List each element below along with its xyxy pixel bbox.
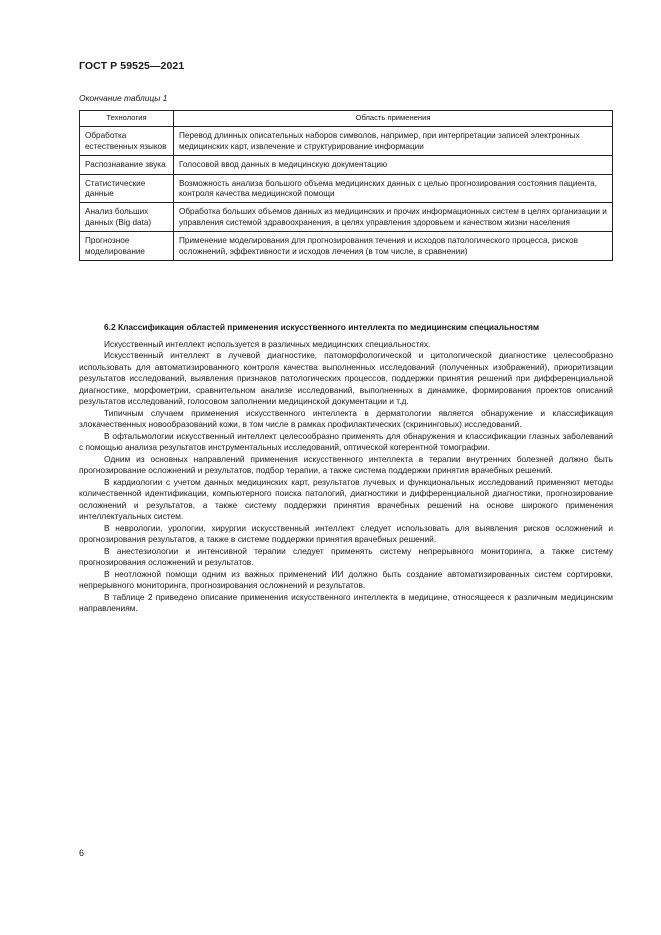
paragraph: В таблице 2 приведено описание применения искусственного интеллекта в медицине, относящееся к различным медицинским направлениям. [79,591,613,613]
technology-cell: Обработка естественных языков [80,127,174,156]
section-6-2 [79,322,613,615]
application-area-cell: Перевод длинных описательных наборов символов, например, при интерпретации записей электронных медицинских карт, извлечение и структурирование информации [174,127,613,156]
technology-cell: Статистические данные [80,174,174,203]
paragraph: В анестезиологии и интенсивной терапии следует применять систему непрерывного мониторинга, а также систему прогнозирования осложнений и результатов. [79,545,613,567]
table-row [80,232,613,261]
paragraph: Искусственный интеллект используется в различных медицинских специальностях. [104,338,431,349]
technology-table [79,110,613,261]
application-area-cell: Обработка больших объемов данных из медицинских и прочих информационных систем в целях организации и управления системой здравоохранения, в целях управления здоровьем и качеством жизни населения [174,203,613,232]
paragraph: В офтальмологии искусственный интеллект целесообразно применять для обнаружения и классификации глазных заболеваний с помощью анализа результатов инструментальных исследований, оптической когерентной томографии. [79,430,613,452]
paragraph: В кардиологии с учетом данных медицинских карт, результатов лучевых и функциональных исследований применяют методы количественной идентификации, компьютерного поиска патологий, диагностики и дифференциальной диагностики, прогнозирование осложнений и результатов, а также систему поддержки принятия врачебных решений на основе широкого применения интеллектуальных систем. [79,476,613,521]
paragraph: В неврологии, урологии, хирургии искусственный интеллект следует использовать для выявления рисков осложнений и прогнозирования результатов, а также в системе поддержки принятия врачебных решений. [79,522,613,544]
technology-cell: Анализ больших данных (Big data) [80,203,174,232]
column-header-technology: Технология [80,111,174,127]
technology-cell: Прогнозное моделирование [80,232,174,261]
technology-cell: Распознавание звука [80,156,174,174]
table-header-row [80,111,613,127]
table-row [80,174,613,203]
paragraph: Одним из основных направлений применения искусственного интеллекта в терапии внутренних болезней должно быть прогнозирование осложнений и результатов, подбор терапии, а также система поддержки принятия врачебных решений. [79,453,613,475]
application-area-cell: Применение моделирования для прогнозирования течения и исходов патологического процесса, рисков осложнений, эффективности и исходов лечения (в том числе, в сравнении) [174,232,613,261]
table-caption: Окончание таблицы 1 [79,93,168,103]
document-header: ГОСТ Р 59525—2021 [79,60,185,72]
paragraph: В неотложной помощи одним из важных применений ИИ должно быть создание автоматизированных систем сортировки, непрерывного мониторинга, прогнозирования осложнений и результатов. [79,568,613,590]
page-number: 6 [79,848,85,858]
section-title: 6.2 Классификация областей применения искусственного интеллекта по медицинским специальностям [104,322,540,332]
application-area-cell: Голосовой ввод данных в медицинскую документацию [174,156,613,174]
table-row [80,127,613,156]
table-row [80,203,613,232]
table-row [80,156,613,174]
application-area-cell: Возможность анализа большого объема медицинских данных с целью прогнозирования состояния пациента, контроля качества медицинской помощи [174,174,613,203]
paragraph: Искусственный интеллект в лучевой диагностике, патоморфологической и цитологической диагностике целесообразно использовать для автоматизированного контроля качества выполненных исследований (полученных изображений), приоритизации результатов исследований, выявления признаков патологических процессов, поддержки принятия решений при дифференциальной диагностике, морфометрии, сравнительном анализе исследований, выполненных в динамике, формирования проектов описаний результатов исследований, голосовом заполнении медицинской документации и т.д. [79,350,613,406]
column-header-application-area: Область применения [174,111,613,127]
paragraph: Типичным случаем применения искусственного интеллекта в дерматологии является обнаружение и классификация злокачественных новообразований кожи, в том числе в рамках профилактических (скрининговых) исследований. [79,407,613,429]
